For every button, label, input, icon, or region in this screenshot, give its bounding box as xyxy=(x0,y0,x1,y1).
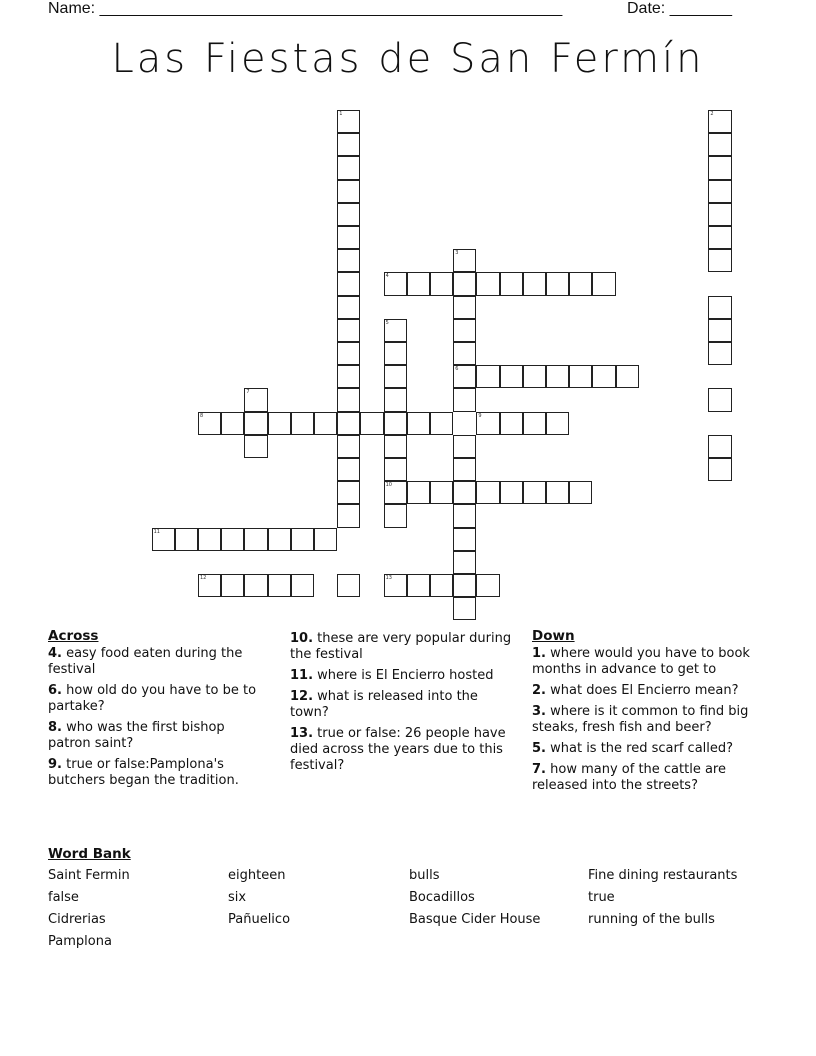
crossword-cell[interactable] xyxy=(198,574,221,597)
crossword-cell[interactable] xyxy=(384,319,407,342)
cell-number: 12 xyxy=(200,575,207,581)
across-clues-column xyxy=(48,628,266,794)
crossword-cell[interactable] xyxy=(500,481,523,504)
crossword-cell[interactable] xyxy=(569,365,592,388)
crossword-cell[interactable] xyxy=(708,226,731,249)
word-bank-item: running of the bulls xyxy=(588,912,715,927)
crossword-cell[interactable] xyxy=(546,481,569,504)
clue-text: these are very popular during the festival xyxy=(290,631,512,662)
crossword-cell[interactable] xyxy=(430,481,453,504)
crossword-cell[interactable] xyxy=(708,203,731,226)
crossword-cell[interactable] xyxy=(453,296,476,319)
crossword-cell[interactable] xyxy=(384,365,407,388)
crossword-cell[interactable] xyxy=(337,296,360,319)
down-clues-column xyxy=(532,628,772,799)
crossword-cell[interactable] xyxy=(453,574,476,597)
crossword-cell[interactable] xyxy=(291,412,314,435)
clue-down-5 xyxy=(532,741,772,757)
clue-across-6 xyxy=(48,683,266,715)
word-bank-item: Bocadillos xyxy=(409,890,475,905)
crossword-cell[interactable] xyxy=(221,528,244,551)
crossword-cell[interactable] xyxy=(453,435,476,458)
crossword-cell[interactable] xyxy=(453,504,476,527)
word-bank-item: Saint Fermin xyxy=(48,868,130,883)
clue-text: what is released into the town? xyxy=(290,689,478,720)
crossword-cell[interactable] xyxy=(384,412,407,435)
crossword-cell[interactable] xyxy=(500,365,523,388)
clue-text: how old do you have to be to partake? xyxy=(48,683,257,714)
crossword-cell[interactable] xyxy=(523,365,546,388)
crossword-cell[interactable] xyxy=(337,226,360,249)
crossword-cell[interactable] xyxy=(221,574,244,597)
crossword-cell[interactable] xyxy=(708,435,731,458)
crossword-cell[interactable] xyxy=(430,272,453,295)
crossword-cell[interactable] xyxy=(337,110,360,133)
cell-number: 11 xyxy=(153,528,160,535)
crossword-cell[interactable] xyxy=(546,272,569,295)
clue-across-8 xyxy=(48,720,266,752)
crossword-cell[interactable] xyxy=(453,481,476,504)
word-bank-item: false xyxy=(48,890,79,905)
cell-number: 6 xyxy=(455,366,459,373)
name-field-label[interactable]: Name: ____________________________________________________ xyxy=(48,0,563,17)
word-bank-item: Pamplona xyxy=(48,934,112,949)
clue-across-10 xyxy=(290,631,515,663)
clue-text: how many of the cattle are released into the streets? xyxy=(532,762,726,793)
cell-number: 13 xyxy=(385,575,392,581)
crossword-cell[interactable] xyxy=(384,342,407,365)
clue-across-11 xyxy=(290,668,515,684)
crossword-cell[interactable] xyxy=(314,412,337,435)
clue-across-12 xyxy=(290,689,515,721)
crossword-cell[interactable] xyxy=(407,272,430,295)
crossword-cell[interactable] xyxy=(453,342,476,365)
clue-number: 2. xyxy=(532,683,546,698)
crossword-cell[interactable] xyxy=(546,412,569,435)
down-heading: Down xyxy=(532,628,575,644)
clue-number: 4. xyxy=(48,646,62,661)
crossword-cell[interactable] xyxy=(523,272,546,295)
word-bank-item: eighteen xyxy=(228,868,286,883)
word-bank-list xyxy=(48,868,768,958)
clue-across-13 xyxy=(290,726,515,774)
crossword-cell[interactable] xyxy=(384,388,407,411)
word-bank-item: Cidrerias xyxy=(48,912,106,927)
word-bank-heading: Word Bank xyxy=(48,846,131,862)
crossword-cell[interactable] xyxy=(453,319,476,342)
crossword-cell[interactable] xyxy=(453,272,476,295)
crossword-cell[interactable] xyxy=(592,365,615,388)
crossword-cell[interactable] xyxy=(244,412,267,435)
crossword-cell[interactable] xyxy=(523,481,546,504)
crossword-cell[interactable] xyxy=(616,365,639,388)
crossword-cell[interactable] xyxy=(708,110,731,133)
crossword-cell[interactable] xyxy=(708,249,731,272)
crossword-cell[interactable] xyxy=(384,574,407,597)
crossword-cell[interactable] xyxy=(708,319,731,342)
clue-number: 9. xyxy=(48,757,62,772)
crossword-cell[interactable] xyxy=(476,272,499,295)
across-heading: Across xyxy=(48,628,99,644)
crossword-cell[interactable] xyxy=(407,412,430,435)
crossword-cell[interactable] xyxy=(221,412,244,435)
crossword-cell[interactable] xyxy=(152,528,175,551)
crossword-cell[interactable] xyxy=(244,388,267,411)
clue-number: 12. xyxy=(290,689,314,704)
word-bank-item: true xyxy=(588,890,615,905)
clue-down-3 xyxy=(532,704,772,736)
crossword-cell[interactable] xyxy=(500,412,523,435)
cell-number: 7 xyxy=(246,389,250,396)
crossword-cell[interactable] xyxy=(453,597,476,620)
across-clues-column-2 xyxy=(290,631,515,779)
crossword-cell[interactable] xyxy=(384,458,407,481)
crossword-cell[interactable] xyxy=(476,574,499,597)
crossword-cell[interactable] xyxy=(708,133,731,156)
crossword-cell[interactable] xyxy=(523,412,546,435)
clue-number: 13. xyxy=(290,726,314,741)
crossword-cell[interactable] xyxy=(244,528,267,551)
clue-number: 11. xyxy=(290,668,314,683)
clue-text: true or false:Pamplona's butchers began the tradition. xyxy=(48,757,239,788)
crossword-cell[interactable] xyxy=(337,133,360,156)
crossword-cell[interactable] xyxy=(268,412,291,435)
crossword-cell[interactable] xyxy=(337,365,360,388)
cell-number: 8 xyxy=(200,412,204,419)
clue-down-2 xyxy=(532,683,772,699)
crossword-cell[interactable] xyxy=(291,574,314,597)
crossword-cell[interactable] xyxy=(453,528,476,551)
crossword-cell[interactable] xyxy=(337,272,360,295)
crossword-cell[interactable] xyxy=(430,412,453,435)
crossword-cell[interactable] xyxy=(337,388,360,411)
cell-number: 2 xyxy=(710,111,714,117)
word-bank xyxy=(48,846,768,958)
cell-number: 4 xyxy=(385,273,389,280)
clue-number: 5. xyxy=(532,741,546,756)
clue-text: where is El Encierro hosted xyxy=(317,668,494,683)
crossword-cell[interactable] xyxy=(337,435,360,458)
crossword-cell[interactable] xyxy=(198,528,221,551)
crossword-cell[interactable] xyxy=(453,388,476,411)
clue-text: who was the first bishop patron saint? xyxy=(48,720,225,751)
clue-across-9 xyxy=(48,757,266,789)
crossword-cell[interactable] xyxy=(453,365,476,388)
clue-across-4 xyxy=(48,646,266,678)
word-bank-item: Fine dining restaurants xyxy=(588,868,738,883)
crossword-cell[interactable] xyxy=(476,412,499,435)
crossword-cell[interactable] xyxy=(384,481,407,504)
crossword-cell[interactable] xyxy=(708,156,731,179)
crossword-cell[interactable] xyxy=(500,272,523,295)
crossword-cell[interactable] xyxy=(291,528,314,551)
clue-down-7 xyxy=(532,762,772,794)
clue-text: what does El Encierro mean? xyxy=(550,683,739,698)
clue-text: true or false: 26 people have died across the years due to this festival? xyxy=(290,726,506,773)
crossword-cell[interactable] xyxy=(337,319,360,342)
clue-text: where is it common to find big steaks, fresh fish and beer? xyxy=(532,704,749,735)
crossword-cell[interactable] xyxy=(337,249,360,272)
clue-number: 1. xyxy=(532,646,546,661)
cell-number: 5 xyxy=(385,319,389,326)
crossword-cell[interactable] xyxy=(244,574,267,597)
clue-number: 7. xyxy=(532,762,546,777)
page-title: Las Fiestas de San Fermín xyxy=(111,36,705,82)
word-bank-item: Basque Cider House xyxy=(409,912,541,927)
crossword-cell[interactable] xyxy=(708,342,731,365)
word-bank-item: Pañuelico xyxy=(228,912,291,927)
clue-number: 3. xyxy=(532,704,546,719)
crossword-cell[interactable] xyxy=(337,458,360,481)
crossword-cell[interactable] xyxy=(337,412,360,435)
crossword-cell[interactable] xyxy=(314,528,337,551)
crossword-cell[interactable] xyxy=(407,481,430,504)
crossword-cell[interactable] xyxy=(453,458,476,481)
crossword-cell[interactable] xyxy=(337,574,360,597)
crossword-cell[interactable] xyxy=(384,272,407,295)
crossword-cell[interactable] xyxy=(708,388,731,411)
word-bank-item: six xyxy=(228,890,247,905)
crossword-cell[interactable] xyxy=(430,574,453,597)
crossword-cell[interactable] xyxy=(337,481,360,504)
crossword-cell[interactable] xyxy=(569,272,592,295)
crossword-cell[interactable] xyxy=(592,272,615,295)
crossword-cell[interactable] xyxy=(337,504,360,527)
crossword-cell[interactable] xyxy=(198,412,221,435)
crossword-cell[interactable] xyxy=(360,412,383,435)
crossword-cell[interactable] xyxy=(453,249,476,272)
crossword-cell[interactable] xyxy=(569,481,592,504)
date-field-label[interactable]: Date: _______ xyxy=(627,0,732,17)
word-bank-item: bulls xyxy=(409,868,440,883)
cell-number: 10 xyxy=(385,482,392,489)
crossword-cell[interactable] xyxy=(268,528,291,551)
crossword-cell[interactable] xyxy=(708,458,731,481)
crossword-cell[interactable] xyxy=(244,435,267,458)
clue-number: 8. xyxy=(48,720,62,735)
header xyxy=(0,0,816,22)
crossword-cell[interactable] xyxy=(175,528,198,551)
crossword-cell[interactable] xyxy=(476,365,499,388)
cell-number: 1 xyxy=(339,111,343,117)
crossword-cell[interactable] xyxy=(268,574,291,597)
crossword-cell[interactable] xyxy=(546,365,569,388)
clue-text: where would you have to book months in advance to get to xyxy=(532,646,750,677)
crossword-cell[interactable] xyxy=(337,180,360,203)
crossword-cell[interactable] xyxy=(384,435,407,458)
crossword-cell[interactable] xyxy=(476,481,499,504)
crossword-cell[interactable] xyxy=(708,296,731,319)
clue-number: 6. xyxy=(48,683,62,698)
crossword-cell[interactable] xyxy=(337,156,360,179)
crossword-cell[interactable] xyxy=(407,574,430,597)
crossword-cell[interactable] xyxy=(708,180,731,203)
crossword-cell[interactable] xyxy=(384,504,407,527)
clue-text: easy food eaten during the festival xyxy=(48,646,243,677)
crossword-cell[interactable] xyxy=(453,551,476,574)
clue-number: 10. xyxy=(290,631,314,646)
crossword-cell[interactable] xyxy=(337,203,360,226)
clue-down-1 xyxy=(532,646,772,678)
cell-number: 9 xyxy=(478,412,482,419)
cell-number: 3 xyxy=(455,250,459,257)
clue-text: what is the red scarf called? xyxy=(550,741,734,756)
crossword-cell[interactable] xyxy=(337,342,360,365)
